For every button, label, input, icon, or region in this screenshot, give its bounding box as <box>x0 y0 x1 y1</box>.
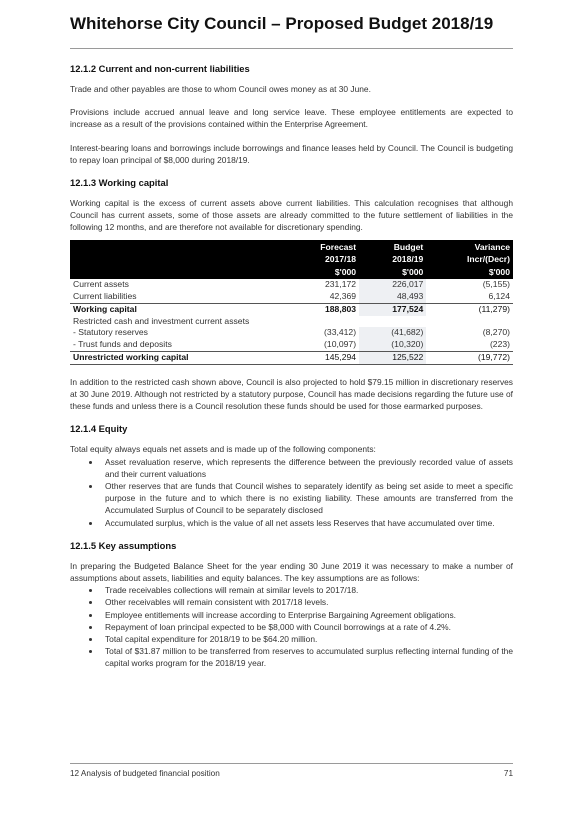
table-row <box>70 316 513 328</box>
variance-value: (8,270) <box>482 327 510 338</box>
paragraph: Provisions include accrued annual leave and long service leave. These employee entitlements are expected to increase as a result of the provisions contained within the Enterprise Agreement. <box>70 107 513 130</box>
budget-value: (10,320) <box>359 339 426 351</box>
list-item: • Accumulated surplus, which is the value of all net assets less Reserves that have accumulated over time. <box>101 517 513 529</box>
paragraph: In addition to the restricted cash shown above, Council is also projected to hold $79.15 million in discretionary reserves at 30 June 2019. Although not restricted by a statutory purpose, Council has made decisions regarding the future use of these funds and unless there is a Council resolution these funds should be used for those earmarked purposes. <box>70 376 513 412</box>
col-budget-header: Budget 2018/19 $'000 <box>359 240 426 280</box>
paragraph: In preparing the Budgeted Balance Sheet for the year ending 30 June 2019 it was necessary to make a number of assumptions about assets, liabilities and equity balances. The key assumptions are as follows: <box>70 560 513 583</box>
budget-value: 177,524 <box>359 303 426 315</box>
list-item: • Total of $31.87 million to be transferred from reserves to accumulated surplus reflecting internal funding of the capital works program for the 2018/19 year. <box>101 645 513 669</box>
list-item: • Trade receivables collections will remain at similar levels to 2017/18. <box>101 584 513 596</box>
table-row-total <box>70 351 513 364</box>
paragraph: Total equity always equals net assets and is made up of the following components: <box>70 444 376 455</box>
variance-value: (5,155) <box>482 279 510 290</box>
list-item: • Asset revaluation reserve, which represents the difference between the previously recorded value of assets and their current valuations <box>101 456 513 480</box>
variance-value: 6,124 <box>488 290 510 301</box>
table-row <box>70 327 513 339</box>
list-item: • Repayment of loan principal expected to be $8,000 with Council borrowings at a rate of 4.2%. <box>101 621 513 633</box>
table-header-row <box>70 240 513 280</box>
row-label: Current liabilities <box>73 290 137 301</box>
paragraph: Interest-bearing loans and borrowings include borrowings and finance leases held by Council. The Council is budgeting to repay loan principal of $8,000 during 2018/19. <box>70 142 513 165</box>
table-row <box>70 279 513 291</box>
row-label: Working capital <box>70 303 285 315</box>
page-title: Whitehorse City Council – Proposed Budget 2018/19 <box>70 14 494 33</box>
list-item: • Other reserves that are funds that Council wishes to separately identify as being set aside to meet a specific purpose in the future and to which there is no existing liability. These amounts are transferred from the Accumulated Surplus of Council to be separately disclosed <box>101 480 513 517</box>
paragraph: Trade and other payables are those to whom Council owes money as at 30 June. <box>70 84 371 94</box>
col-forecast-header: Forecast 2017/18 $'000 <box>285 240 359 280</box>
variance-value: (223) <box>489 339 510 350</box>
list-item: • Total capital expenditure for 2018/19 to be $64.20 million. <box>101 633 513 645</box>
section-heading-liabilities: 12.1.2 Current and non-current liabilities <box>70 63 250 74</box>
footer-section-title: 12 Analysis of budgeted financial position <box>70 769 220 778</box>
equity-list <box>70 456 513 529</box>
table-row <box>70 291 513 303</box>
col-variance-header: Variance Incr/(Decr) $'000 <box>426 240 513 280</box>
section-heading-equity: 12.1.4 Equity <box>70 423 128 435</box>
list-item: • Employee entitlements will increase according to Enterprise Bargaining Agreement obligations. <box>101 609 513 621</box>
forecast-value: 145,294 <box>285 351 359 364</box>
table-row <box>70 339 513 351</box>
budget-value: 125,522 <box>359 351 426 364</box>
section-heading-assumptions: 12.1.5 Key assumptions <box>70 539 177 551</box>
row-label: Restricted cash and investment current assets <box>73 315 250 326</box>
page-number: 71 <box>503 769 513 778</box>
budget-value: 226,017 <box>359 279 426 291</box>
paragraph: Working capital is the excess of current assets above current liabilities. This calculation recognises that although Council has current assets, some of those assets are already committed to the future settlement of liabilities in the following 12 months, and are therefore not available for discretionary spending. <box>70 198 513 233</box>
row-label: - Trust funds and deposits <box>73 339 172 350</box>
forecast-value: 231,172 <box>324 279 357 290</box>
document-body <box>70 63 513 681</box>
forecast-value: (33,412) <box>324 327 357 338</box>
forecast-value: (10,097) <box>324 339 357 350</box>
forecast-value: 188,803 <box>285 303 359 315</box>
working-capital-table <box>70 240 513 365</box>
table-row-total <box>70 303 513 315</box>
budget-value: 48,493 <box>359 291 426 303</box>
budget-value: (41,682) <box>359 327 426 339</box>
section-heading-working-capital: 12.1.3 Working capital <box>70 177 169 189</box>
variance-value: (19,772) <box>426 351 513 364</box>
row-label: - Statutory reserves <box>73 327 148 338</box>
assumptions-list <box>70 584 513 669</box>
variance-value: (11,279) <box>426 303 513 315</box>
forecast-value: 42,369 <box>329 290 357 301</box>
footer-divider <box>70 763 513 764</box>
list-item: • Other receivables will remain consistent with 2017/18 levels. <box>101 596 513 608</box>
row-label: Current assets <box>73 279 129 290</box>
row-label: Unrestricted working capital <box>70 351 285 364</box>
title-divider <box>70 48 513 49</box>
